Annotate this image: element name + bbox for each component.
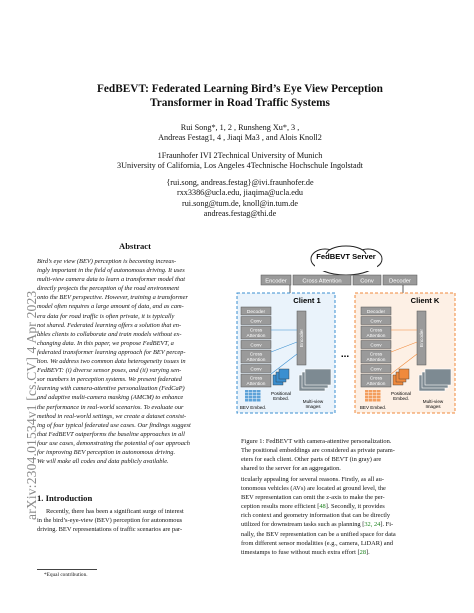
bev-cell [257, 399, 261, 402]
bev-cell [253, 399, 257, 402]
abstract-line: and adaptive multi-camera masking (AMCM) to enhance [37, 394, 184, 402]
bev-cell [365, 390, 369, 393]
footnote-rule [37, 569, 97, 570]
figure-1-diagram [235, 245, 457, 415]
body-line: ception results more efficient [48]. Secondly, it provides [241, 503, 385, 511]
intro-line: in the bird’s-eye-view (BEV) perception for autonomous [37, 517, 183, 525]
client-1-label: Client 1 [293, 296, 321, 305]
body-line: from different sensor modalities (e.g., camera, LiDAR) and [241, 539, 393, 547]
introduction-heading: 1. Introduction [37, 493, 93, 503]
bev-cell [373, 399, 377, 402]
client-block-label: Cross [249, 352, 263, 358]
client-block-label: Attention [366, 358, 386, 363]
bev-cell [369, 390, 373, 393]
bev-cell [245, 399, 249, 402]
abstract-line: federated transformer learning approach for BEV percep- [37, 348, 186, 356]
abstract-line: changing data. In this paper, we propose FedBEVT, a [37, 339, 174, 347]
client-block-label: Conv [250, 319, 262, 325]
abstract-line: FedBEVT: (i) diverse sensor poses, and (ii) varying sen- [37, 367, 182, 375]
positional-embed-block [399, 369, 409, 379]
body-line: utilized for downstream tasks such as planning [32, 24]. Fi- [241, 521, 394, 529]
positional-label: Embed. [273, 396, 289, 401]
bev-label: BEV Embed. [239, 405, 267, 410]
bev-cell [249, 390, 253, 393]
bev-cell [253, 390, 257, 393]
bev-cell [377, 393, 381, 396]
abstract-line: learning with camera-attentive personalization (FedCaP) [37, 385, 185, 393]
caption-line: shared to the server for an aggregation. [241, 465, 341, 473]
author-emails: {rui.song, andreas.festag}@ivi.fraunhofer.de rxx3386@ucla.edu, jiaqima@ucla.edu rui.song@tum.de, knoll@in.tum.de andreas.festag@thi.de [166, 178, 314, 219]
abstract-heading: Abstract [119, 241, 151, 251]
positional-embed-block [279, 369, 289, 379]
caption-line: Figure 1: FedBEVT with camera-attentive personalization. [241, 438, 392, 445]
server-cloud [311, 246, 382, 275]
abstract-line: Bird’s eye view (BEV) perception is becoming increas- [37, 258, 177, 265]
bev-label: BEV Embed. [359, 405, 387, 410]
bev-cell [373, 390, 377, 393]
abstract-body [37, 257, 234, 466]
bev-cell [373, 396, 377, 399]
right-column-text [241, 475, 453, 557]
positional-label: Positional [391, 391, 411, 396]
abstract-line: model often requires a large amount of data, and as cam- [37, 303, 184, 311]
multiview-label: Multi-view [422, 399, 444, 404]
multiview-label: Images [305, 404, 321, 409]
bev-cell [377, 390, 381, 393]
client-block-label: Conv [370, 343, 382, 349]
client-block-label: Attention [246, 358, 266, 363]
bev-cell [377, 399, 381, 402]
server-module-label: Decoder [389, 278, 411, 285]
body-line: nally, the BEV representation can be a unified space for data [241, 530, 396, 538]
bev-cell [365, 399, 369, 402]
abstract-line: ing of four typical federated use cases. Our findings suggest [37, 421, 191, 429]
paper-title: FedBEVT: Federated Learning Bird’s Eye View Perception Transformer in Road Traffic Systems [97, 83, 383, 109]
abstract-line: not shared. Federated learning offers a solution that en- [37, 321, 182, 329]
server-module-label: Cross Attention [302, 278, 342, 285]
bev-cell [249, 399, 253, 402]
bev-cell [365, 393, 369, 396]
bev-cell [245, 393, 249, 396]
abstract-line: the performance in real-world scenarios. To evaluate our [37, 403, 184, 411]
abstract-line: that FedBEVT outperforms the baseline approaches in all [37, 430, 185, 438]
bev-cell [245, 390, 249, 393]
bev-cell [257, 393, 261, 396]
abstract-line: ables clients to collaborate and train models without ex- [37, 330, 182, 338]
ellipsis: ... [340, 349, 350, 360]
client-block-label: Conv [370, 319, 382, 325]
caption-line: The positional embeddings are considered as private param- [241, 447, 395, 455]
bev-cell [369, 393, 373, 396]
abstract-line: We will make all codes and data publicly available. [37, 458, 169, 466]
server-modules [261, 275, 417, 285]
abstract-line: ingly important in the field of autonomous driving. It uses [37, 267, 185, 275]
abstract-line: tion. We address two common data heterogeneity issues in [37, 358, 186, 366]
bev-cell [249, 396, 253, 399]
abstract-line: era data for road traffic is often private, it is typically [37, 312, 175, 320]
client-block-label: Attention [246, 382, 266, 387]
abstract-line: for improving BEV perception in autonomous driving. [37, 448, 176, 456]
abstract-line: sor numbers in perception systems. We present federated [37, 376, 182, 384]
client-k-label: Client K [410, 296, 440, 305]
encoder-label: Encoder [420, 329, 425, 347]
bev-cell [253, 396, 257, 399]
bev-cell [249, 393, 253, 396]
client-block-label: Decoder [246, 310, 266, 315]
client-block-label: Cross [369, 352, 383, 358]
client-block-label: Cross [369, 328, 383, 334]
multiview-label: Multi-view [302, 399, 324, 404]
bev-cell [373, 393, 377, 396]
affiliations: 1Fraunhofer IVI 2Technical University of Munich 3University of California, Los Angeles 4Technische Hochschule Ingolstadt [117, 151, 363, 171]
abstract-line: onto the BEV perspective. However, training a transformer [37, 294, 188, 302]
body-line: rich context and geometry information that can be directly [241, 512, 391, 520]
intro-line: driving. BEV representations of traffic scenarios are par- [37, 526, 183, 534]
client-block-label: Conv [370, 367, 382, 373]
abstract-line: four use cases, demonstrating the potential of our approach [37, 439, 190, 447]
introduction-body [37, 507, 234, 534]
abstract-line: directly projects the perception of the road environment [37, 285, 180, 293]
encoder-label: Encoder [300, 329, 305, 347]
author-list: Rui Song*, 1, 2 , Runsheng Xu*, 3 , Andreas Festag1, 4 , Jiaqi Ma3 , and Alois Knoll2 [158, 123, 322, 143]
bev-cell [257, 390, 261, 393]
multiview-image [425, 369, 451, 385]
body-line: BEV representation can omit the z-axis to make the per- [241, 494, 385, 502]
bev-cell [257, 396, 261, 399]
client-block-label: Cross [369, 376, 383, 382]
server-label-line: FedBEVT Server [316, 252, 376, 261]
server-module-label: Conv [360, 278, 374, 285]
client-block-label: Decoder [366, 310, 386, 315]
positional-label: Positional [271, 391, 291, 396]
abstract-line: multi-view camera data to learn a transformer model that [37, 276, 186, 284]
client-block-label: Conv [250, 367, 262, 373]
multiview-image [305, 369, 331, 385]
body-line: timestamps to fuse without much extra effort [28]. [241, 548, 370, 556]
footnote: *Equal contribution. [44, 572, 88, 578]
bev-cell [369, 396, 373, 399]
client-block-label: Cross [249, 376, 263, 382]
multiview-label: Images [425, 404, 441, 409]
bev-cell [365, 396, 369, 399]
positional-label: Embed. [393, 396, 409, 401]
bev-cell [369, 399, 373, 402]
abstract-line: method in real-world settings, we create a dataset consist- [37, 412, 187, 420]
bev-cell [245, 396, 249, 399]
intro-line: Recently, there has been a significant surge of interest [46, 508, 184, 515]
client-block-label: Attention [366, 334, 386, 339]
caption-line: eters for each client. Other parts of BEVT (in gray) are [241, 456, 382, 464]
client-block-label: Conv [250, 343, 262, 349]
body-line: ticularly appealing for several reasons. Firstly, as all au- [241, 476, 384, 483]
body-line: tonomous vehicles (AVs) are located at ground level, the [241, 485, 386, 493]
figure-caption [241, 437, 453, 473]
bev-cell [377, 396, 381, 399]
client-block-label: Attention [366, 382, 386, 387]
client-block-label: Attention [246, 334, 266, 339]
arxiv-sidebar-stamp: arXiv:2304.01534v1 [cs.CV] 4 Apr 2023 [24, 290, 39, 520]
server-module-label: Encoder [265, 278, 287, 285]
bev-cell [253, 393, 257, 396]
client-block-label: Cross [249, 328, 263, 334]
